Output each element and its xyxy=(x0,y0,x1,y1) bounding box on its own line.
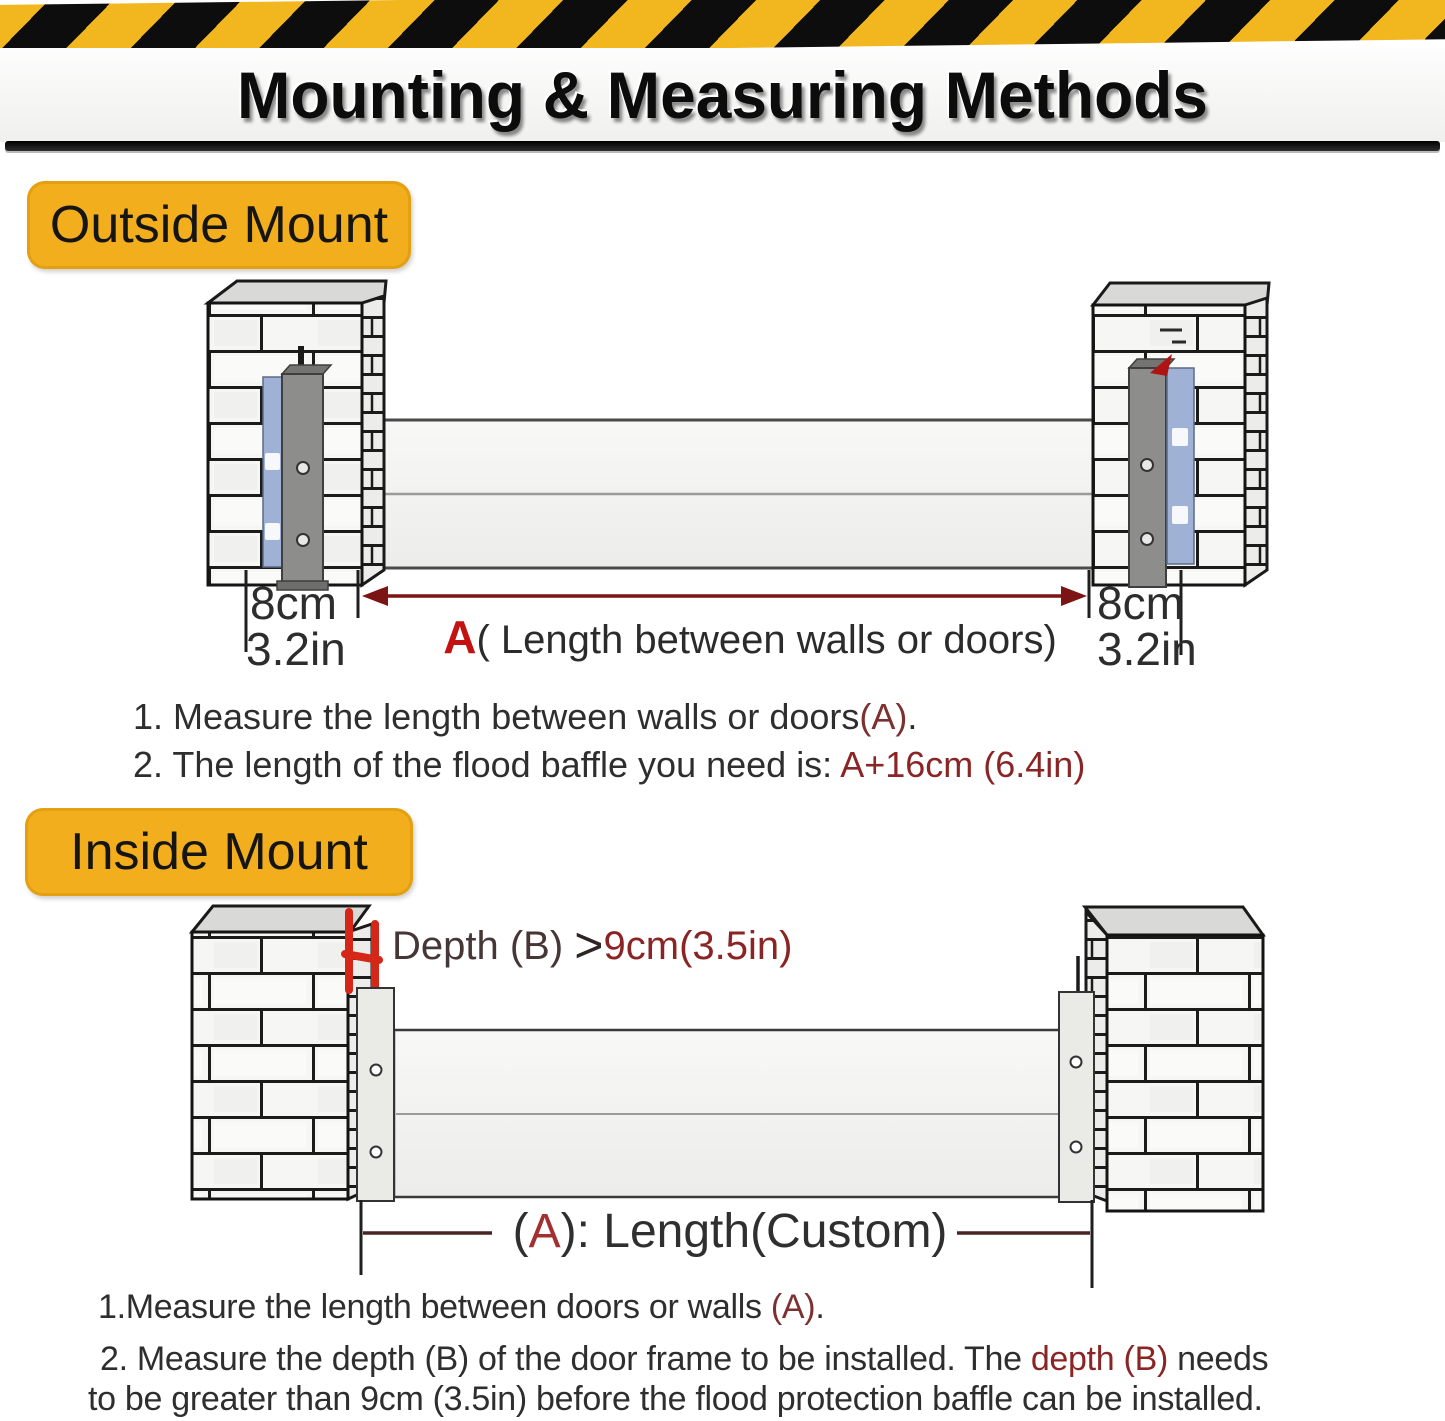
screw-hole xyxy=(371,1147,382,1158)
seal-highlight xyxy=(265,523,280,540)
header-banner xyxy=(0,0,1445,156)
screw-hole xyxy=(1071,1057,1082,1068)
bracket-top-cap xyxy=(282,365,331,374)
outside-mount-label: Outside Mount xyxy=(49,196,389,254)
seal-highlight xyxy=(1172,506,1188,524)
length-a-letter: A xyxy=(528,1205,561,1258)
custom-length-label xyxy=(480,1204,980,1259)
pillar-top-slab xyxy=(192,906,369,932)
screw-hole xyxy=(1141,459,1153,471)
seal-highlight xyxy=(265,453,280,470)
left-brick-pillar xyxy=(192,906,394,1201)
pillar-top-slab xyxy=(1085,907,1263,935)
step-formula: A+16cm (6.4in) xyxy=(840,744,1086,785)
pillar-front-face xyxy=(1107,935,1263,1211)
mounting-rail xyxy=(357,988,394,1201)
pillar-top-slab xyxy=(208,281,386,303)
flood-baffle-panel xyxy=(323,420,1130,568)
pillar-side-face xyxy=(362,296,384,585)
right-gap-cm-label: 8cm xyxy=(1097,577,1184,629)
flood-baffle-panel xyxy=(394,1030,1062,1197)
step-text: 1.Measure the length between doors or walls xyxy=(98,1288,771,1326)
header-divider xyxy=(5,141,1440,151)
inside-step-1 xyxy=(98,1288,824,1327)
step-text: 1. Measure the length between walls or doors xyxy=(133,696,860,737)
arrowhead-right xyxy=(1061,586,1087,606)
inside-mount-label: Inside Mount xyxy=(70,823,368,881)
outside-mount-badge xyxy=(27,181,411,269)
step-ref-a: (A) xyxy=(859,696,908,737)
paren-open: ( xyxy=(512,1205,529,1258)
page-title: Mounting & Measuring Methods xyxy=(237,58,1208,132)
title-band xyxy=(0,48,1445,142)
span-length-label xyxy=(440,610,1060,664)
step-text: needs xyxy=(1167,1340,1269,1378)
step-text: 2. The length of the flood baffle you need is: xyxy=(133,744,841,785)
outside-step-2 xyxy=(133,744,1085,786)
seal-strip xyxy=(1167,368,1194,564)
inside-step-2-line1 xyxy=(100,1340,1268,1379)
left-gap-in-label: 3.2in xyxy=(246,623,346,675)
screw-hole xyxy=(1141,533,1153,545)
screw-hole xyxy=(297,462,309,474)
step-ref-a: (A) xyxy=(770,1288,816,1326)
right-brick-pillar xyxy=(1059,907,1263,1211)
length-rest-text: ): Length(Custom) xyxy=(560,1205,948,1258)
inside-step-2-line2 xyxy=(88,1380,1263,1419)
outside-step-1 xyxy=(133,696,917,738)
inside-mount-badge xyxy=(25,808,413,896)
span-rest-text: ( Length between walls or doors) xyxy=(476,618,1057,662)
pillar-front-face xyxy=(192,932,348,1199)
step-text: to be greater than 9cm (3.5in) before the flood protection baffle can be installed. xyxy=(88,1380,1263,1418)
pillar-side-face xyxy=(1245,298,1267,585)
pillar-top-slab xyxy=(1093,283,1269,305)
mounting-bracket xyxy=(282,374,323,587)
mounting-bracket xyxy=(1129,368,1166,587)
step-ref-depth: depth (B) xyxy=(1030,1340,1168,1378)
right-gap-in-label: 3.2in xyxy=(1097,623,1197,675)
step-text: . xyxy=(907,696,918,737)
screw-hole xyxy=(371,1065,382,1076)
right-brick-pillar xyxy=(1093,283,1269,587)
screw-hole xyxy=(297,534,309,546)
span-a-letter: A xyxy=(443,611,477,663)
step-text: . xyxy=(815,1288,825,1326)
left-brick-pillar xyxy=(208,281,386,590)
depth-label xyxy=(392,916,792,974)
left-gap-cm-label: 8cm xyxy=(250,577,337,629)
depth-text: Depth (B) xyxy=(392,924,575,968)
greater-than-sign: > xyxy=(574,917,604,973)
step-text: 2. Measure the depth (B) of the door frame to be installed. The xyxy=(100,1340,1031,1378)
mounting-rail xyxy=(1059,992,1094,1202)
arrowhead-left xyxy=(362,586,388,606)
screw-hole xyxy=(1071,1142,1082,1153)
seal-highlight xyxy=(1172,428,1188,446)
depth-value: 9cm(3.5in) xyxy=(603,924,793,968)
